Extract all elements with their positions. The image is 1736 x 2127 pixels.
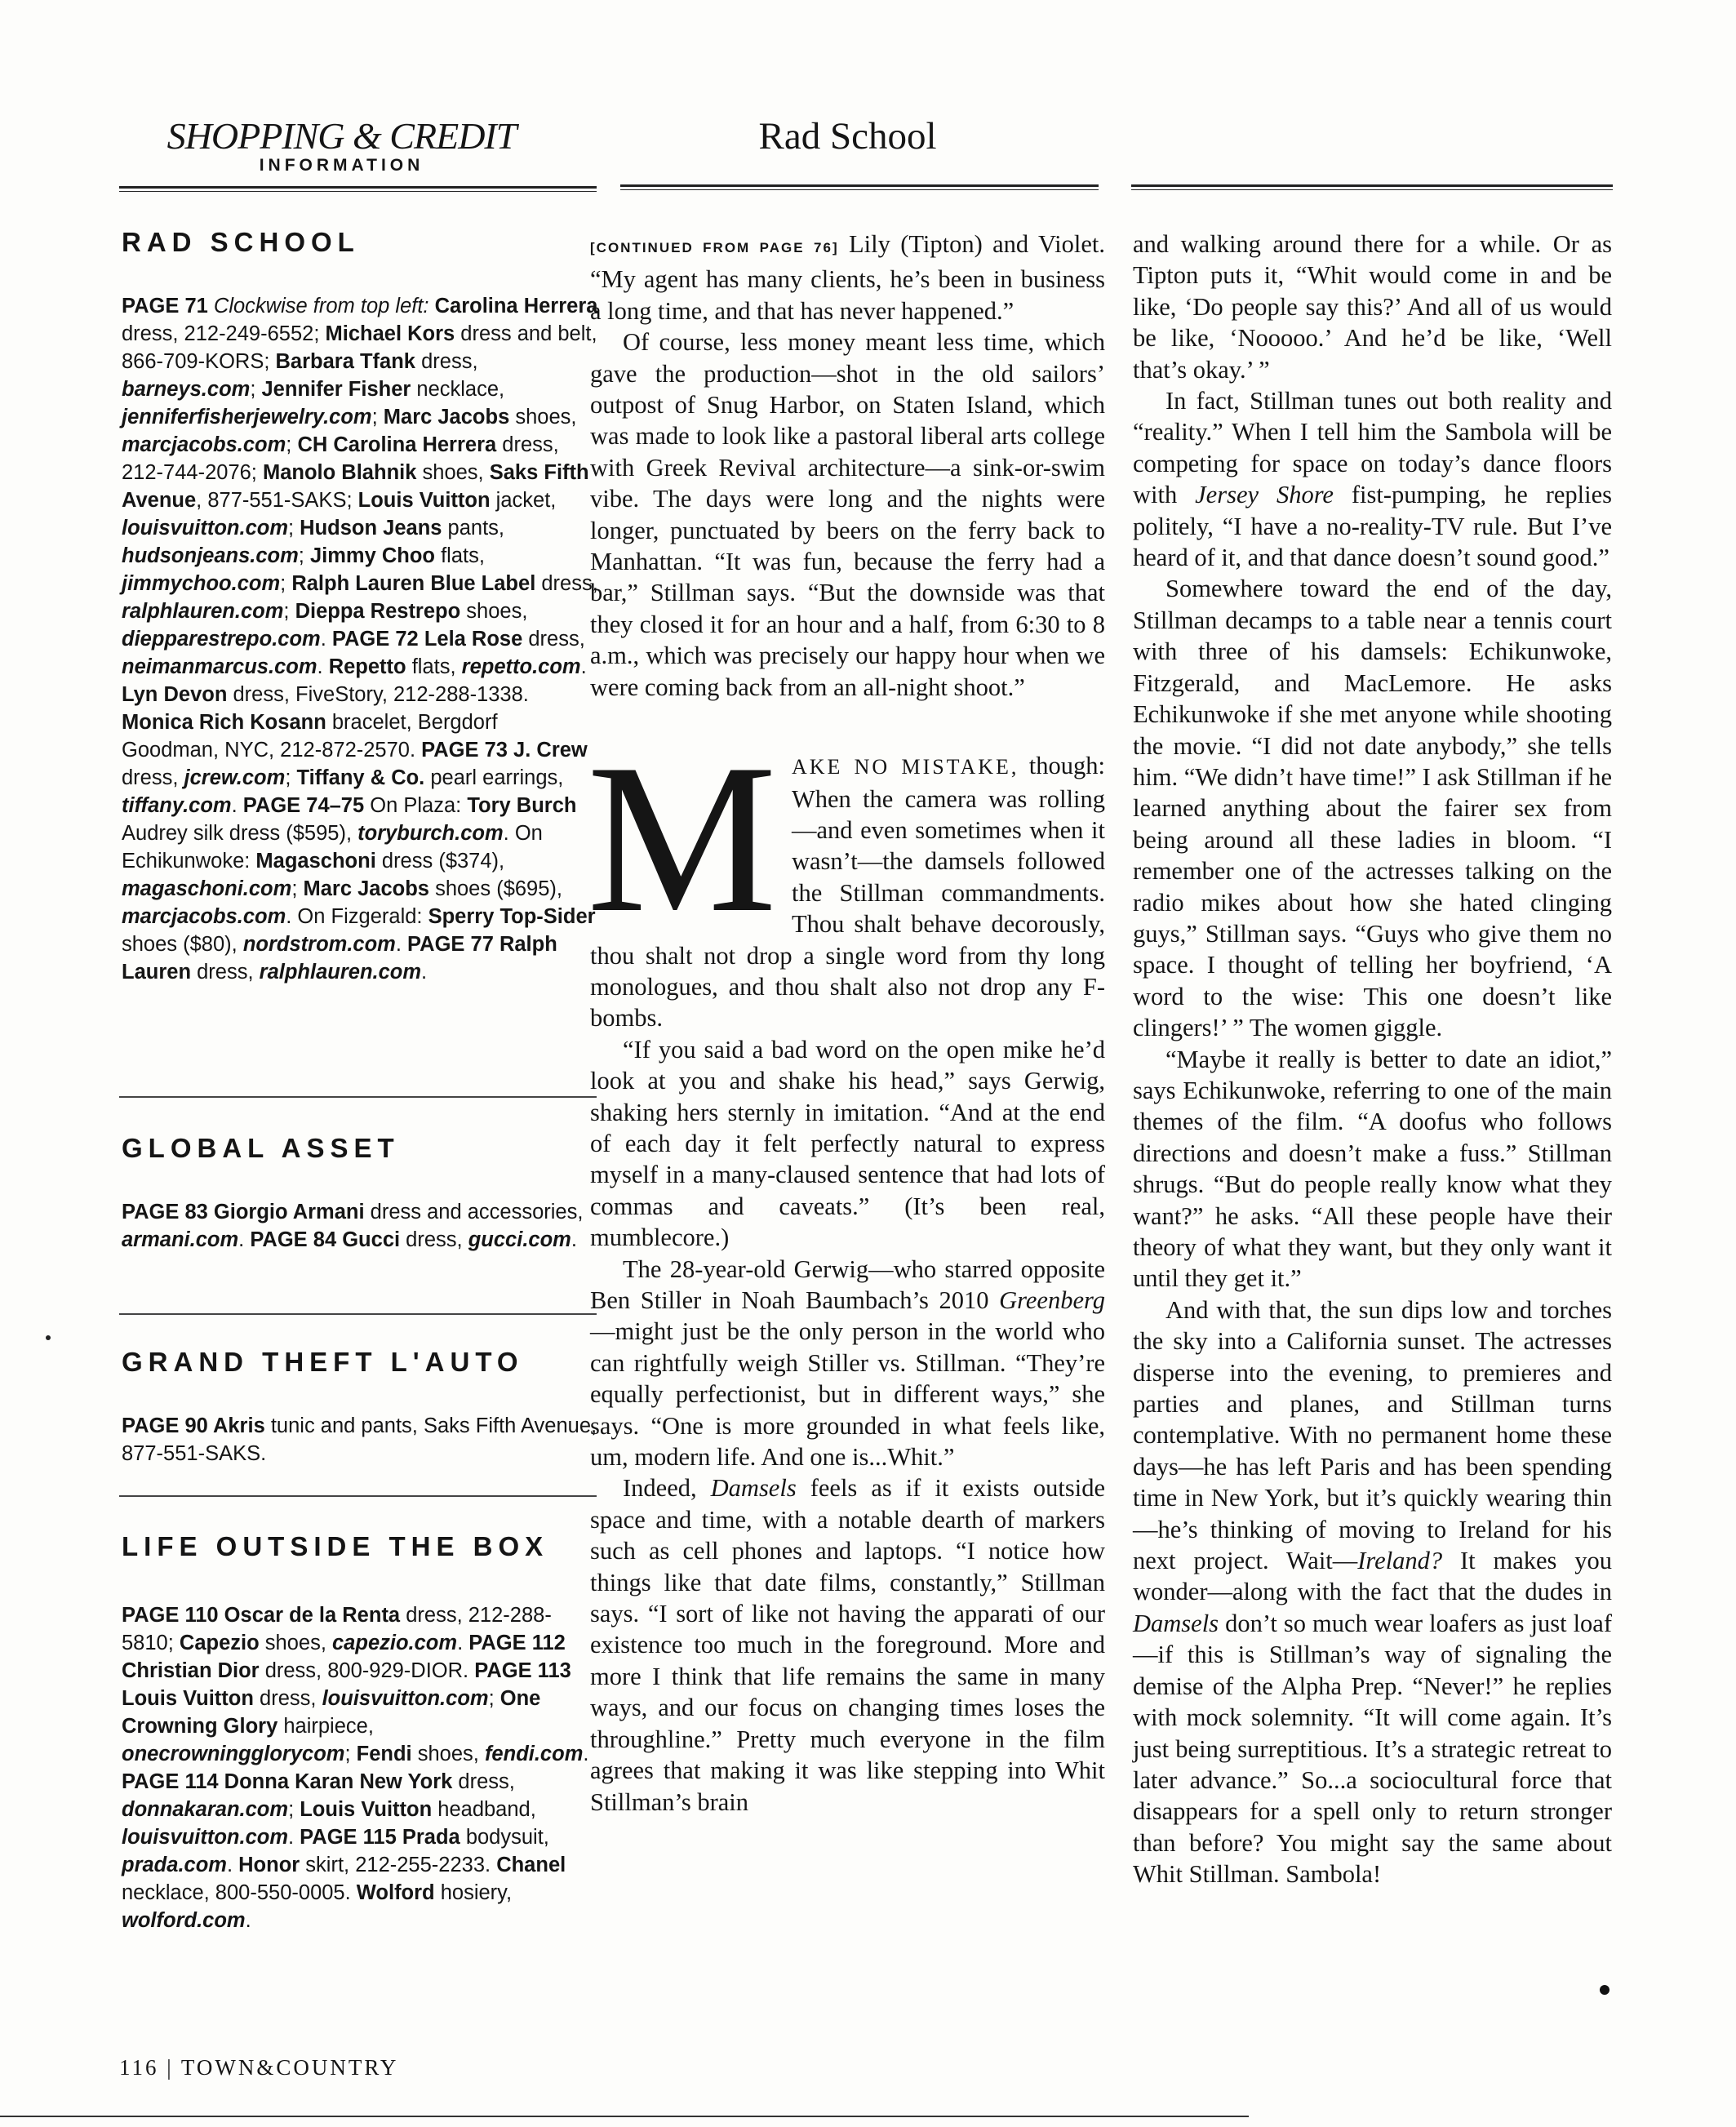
credits-header-rule xyxy=(119,186,597,192)
text-run: Louis Vuitton xyxy=(357,489,491,512)
text-run: barneys.com xyxy=(122,378,251,401)
text-run: PAGE 113 Louis Vuitton xyxy=(122,1659,571,1710)
text-run: In fact, Stillman tunes out both reality and “reality.” When I tell him the Sambola will be competing for space on today’s dance floors with xyxy=(1133,387,1612,509)
text-run: tunic and pants, Saks Fifth Avenue, 877-551-SAKS. xyxy=(122,1414,597,1465)
text-run: prada.com xyxy=(122,1854,227,1876)
end-mark-bullet xyxy=(1600,1985,1609,1995)
text-run: dress, xyxy=(253,1687,322,1710)
footer-separator: | xyxy=(166,2055,174,2080)
text-run: dress and accessories, xyxy=(364,1201,584,1223)
text-run: feels as if it exists outside space and time, with a notable dearth of markers such as cell phones and laptops. “I notice how things like that date films, constantly,” Stillman says. “I sort of like not having the apparati of our existence too much in the foreground. More and more I think that life remains the same in many ways, and our focus on changing times loses the throughline.” Pretty much everyone in the film agrees that making it was like stepping into Whit Stillman’s brain xyxy=(590,1474,1106,1816)
text-run: Audrey silk dress ($595), xyxy=(122,822,358,845)
text-run: shoes, xyxy=(460,600,528,623)
section-heading-global-asset: GLOBAL ASSET xyxy=(122,1133,400,1163)
text-run: headband, xyxy=(432,1798,536,1821)
text-run: Fendi xyxy=(356,1743,412,1765)
text-run: ; xyxy=(286,433,298,456)
text-run: diepparestrepo.com xyxy=(122,628,321,651)
text-run: Carolina Herrera xyxy=(434,295,598,317)
text-run: PAGE 73 J. Crew xyxy=(421,739,588,762)
text-run: PAGE 74–75 xyxy=(242,794,365,817)
text-run: dress, 212-744-2076; xyxy=(122,433,559,484)
text-run: shoes ($695), xyxy=(428,877,562,900)
text-run: dress, xyxy=(452,1770,515,1793)
text-run: Barbara Tfank xyxy=(275,350,415,373)
text-run: repetto.com xyxy=(461,655,581,678)
text-run: bodysuit, xyxy=(460,1826,549,1849)
credits-header xyxy=(119,114,597,175)
text-run: necklace, xyxy=(411,378,505,401)
text-run: . xyxy=(317,655,329,678)
text-run: shoes ($80), xyxy=(122,933,243,956)
text-run: hudsonjeans.com xyxy=(122,544,299,567)
text-run: jacket, xyxy=(490,489,557,512)
text-run: jenniferfisherjewelry.com xyxy=(122,406,372,429)
text-run: flats, xyxy=(435,544,485,567)
text-run: The 28-year-old Gerwig—who starred opposite Ben Stiller in Noah Baumbach’s 2010 xyxy=(590,1254,1105,1314)
text-run: dress, xyxy=(415,350,478,373)
text-run: ralphlauren.com xyxy=(259,961,422,984)
text-run: . xyxy=(583,1743,589,1765)
section-heading-rad-school: RAD SCHOOL xyxy=(122,227,360,257)
text-run: Marc Jacobs xyxy=(303,877,429,900)
text-run: Jersey Shore xyxy=(1195,481,1334,509)
text-run: PAGE 114 Donna Karan New York xyxy=(122,1770,453,1793)
section-body-rad-school xyxy=(122,292,599,986)
text-run: . xyxy=(580,655,587,678)
text-run: Hudson Jeans xyxy=(300,517,442,540)
text-run: Dieppa Restrepo xyxy=(295,600,461,623)
text-run: dress, FiveStory, 212-288-1338. xyxy=(227,683,529,706)
text-run: dress, xyxy=(522,628,585,651)
text-run: marcjacobs.com xyxy=(122,433,286,456)
paragraph xyxy=(590,229,1105,326)
text-run: Magaschoni xyxy=(255,850,376,873)
text-run: . xyxy=(457,1632,469,1654)
text-run: pearl earrings, xyxy=(424,766,564,789)
text-run: Jennifer Fisher xyxy=(261,378,411,401)
text-run: Repetto xyxy=(328,655,406,678)
article-title-rule xyxy=(620,184,1099,190)
text-run: CH Carolina Herrera xyxy=(297,433,497,456)
text-run: Ralph Lauren Blue Label xyxy=(291,572,536,595)
text-run: Damsels xyxy=(710,1474,797,1503)
text-run: . xyxy=(226,1854,239,1876)
text-run: . xyxy=(231,794,243,817)
paragraph xyxy=(1133,229,1612,385)
text-run: marcjacobs.com xyxy=(122,905,286,928)
text-run: PAGE 83 Giorgio Armani xyxy=(122,1201,365,1223)
text-run: Clockwise from top left: xyxy=(213,295,435,317)
text-run: Tiffany & Co. xyxy=(296,766,425,789)
text-run: PAGE 112 Christian Dior xyxy=(122,1632,566,1682)
text-run: ; xyxy=(283,600,295,623)
text-run: And with that, the sun dips low and torches the sky into a California sunset. The actresses disperse into the evening, to premieres and parties and planes, and Stillman turns contemplative. With no permanent home these days—he has left Paris and has been spending time in New York, but it’s quickly wearing thin—he’s thinking of moving to Ireland for his next project. Wait— xyxy=(1133,1295,1612,1575)
text-run: louisvuitton.com xyxy=(122,517,288,540)
stray-dot xyxy=(46,1335,51,1340)
text-run: PAGE 84 Gucci xyxy=(250,1228,401,1251)
text-run: Lily (Tipton) and Violet. “My agent has many clients, he’s been in business a long time, and that has never happened.” xyxy=(590,230,1105,325)
text-run: PAGE 110 Oscar de la Renta xyxy=(122,1604,401,1627)
text-run: Michael Kors xyxy=(325,322,455,345)
page-edge-line xyxy=(0,2116,1249,2117)
text-run: . xyxy=(238,1228,251,1251)
text-run: Manolo Blahnik xyxy=(262,461,417,484)
text-run: Louis Vuitton xyxy=(300,1798,433,1821)
text-run: On Plaza: xyxy=(364,794,468,817)
text-run: Monica Rich Kosann xyxy=(122,711,326,734)
text-run: wolford.com xyxy=(122,1909,246,1932)
text-run: ralphlauren.com xyxy=(122,600,284,623)
text-run: PAGE 71 xyxy=(122,295,214,317)
text-run: dress and belt, 866-709-KORS; xyxy=(122,322,597,373)
credits-title: SHOPPING & CREDIT xyxy=(166,115,517,157)
text-run: shoes, xyxy=(509,406,577,429)
text-run: neimanmarcus.com xyxy=(122,655,317,678)
text-run: dress, xyxy=(535,572,598,595)
text-run: magaschoni.com xyxy=(122,877,292,900)
text-run: though: When the camera was rolling—and even sometimes when it wasn’t—the damsels followed the Stillman commandments. Thou shalt behave decorously, thou shalt not drop a single word from thy long monologues, and thou shalt also not drop any F-bombs. xyxy=(590,752,1105,1032)
text-run: ; xyxy=(250,378,262,401)
text-run: dress, 212-249-6552; xyxy=(122,322,326,345)
text-run: PAGE 115 Prada xyxy=(300,1826,460,1849)
text-run: Saks Fifth Avenue xyxy=(122,461,589,512)
text-run: Capezio xyxy=(179,1632,260,1654)
text-run: ; xyxy=(298,544,310,567)
text-run: Chanel xyxy=(496,1854,566,1876)
text-run: donnakaran.com xyxy=(122,1798,289,1821)
text-run: shoes, xyxy=(416,461,490,484)
text-run: shoes, xyxy=(259,1632,332,1654)
text-run: ; xyxy=(371,406,384,429)
text-run: . xyxy=(571,1228,577,1251)
paragraph xyxy=(590,326,1105,703)
text-run: —might just be the only person in the world who can rightfully weigh Stiller vs. Stillman. “They’re equally perfectionist, but in different ways,” she says. “One is more grounded in what feels like, um, modern life. And one is...Whit.” xyxy=(590,1317,1105,1472)
text-run: shoes, xyxy=(411,1743,485,1765)
text-run: jcrew.com xyxy=(184,766,286,789)
section-body-grand-theft xyxy=(122,1412,599,1468)
text-run: . On Echikunwoke: xyxy=(122,822,543,873)
article-column-2 xyxy=(1133,229,1612,1890)
section-divider xyxy=(119,1096,597,1098)
paragraph xyxy=(1133,1294,1612,1890)
text-run: gucci.com xyxy=(468,1228,571,1251)
text-run: Ireland? xyxy=(1357,1547,1443,1575)
text-run: louisvuitton.com xyxy=(122,1826,288,1849)
credits-subtitle: INFORMATION xyxy=(259,156,424,175)
text-run: nordstrom.com xyxy=(242,933,396,956)
text-run: dress, xyxy=(122,766,184,789)
article-column-1 xyxy=(587,229,1106,1818)
text-run: dress ($374), xyxy=(375,850,505,873)
text-run: necklace, 800-550-0005. xyxy=(122,1881,357,1904)
text-run: ; xyxy=(280,572,292,595)
text-run: Wolford xyxy=(356,1881,435,1904)
text-run: Honor xyxy=(238,1854,300,1876)
text-run: PAGE 77 Ralph Lauren xyxy=(122,933,557,984)
paragraph xyxy=(1133,573,1612,1043)
article-title-rule xyxy=(1131,184,1613,190)
text-run: bracelet, Bergdorf Goodman, NYC, 212-872-2570. xyxy=(122,711,498,762)
text-run: [CONTINUED FROM PAGE 76] xyxy=(590,240,839,255)
text-run: hosiery, xyxy=(434,1881,513,1904)
paragraph xyxy=(1133,1044,1612,1294)
text-run: pants, xyxy=(442,517,505,540)
text-run: Lyn Devon xyxy=(122,683,228,706)
text-run: ; xyxy=(291,877,304,900)
section-body-life-outside-the-box xyxy=(122,1601,599,1934)
drop-cap: M xyxy=(587,720,777,957)
text-run: . xyxy=(245,1909,251,1932)
text-run: dress, xyxy=(400,1228,468,1251)
text-run: Tory Burch xyxy=(467,794,577,817)
text-run: don’t so much wear loafers as just loaf—if this is Stillman’s way of signaling the demise of the Alpha Prep. “Never!” he replies with mock solemnity. “It will come again. It’s just being surreptitious. It’s a strategic retreat to later advance.” So...a sociocultural force that disappears for a spell only to return stronger than before? You might say the same about Whit Stillman. Sambola! xyxy=(1133,1609,1612,1889)
text-run: Marc Jacobs xyxy=(383,406,510,429)
section-divider xyxy=(119,1495,597,1497)
section-heading-life-outside-the-box: LIFE OUTSIDE THE BOX xyxy=(122,1531,549,1561)
paragraph xyxy=(590,1472,1105,1817)
article-title: Rad School xyxy=(758,115,937,158)
paragraph xyxy=(590,1034,1105,1254)
text-run: One Crowning Glory xyxy=(122,1687,541,1738)
text-run: ; xyxy=(288,517,300,540)
text-run: Of course, less money meant less time, which gave the production—shot in the old sailors’ outpost of Snug Harbor, on Staten Island, which was made to look like a pastoral liberal arts college with Greek Revival architecture—a sink-or-swim vibe. The days were long and the nights were longer, punctuated by beers on the ferry back to Manhattan. “It was fun, because the ferry had a bar,” Stillman says. “But the downside was that they closed it for an hour and a half, from 6:30 to 8 a.m., which was precisely our happy hour when we were coming back from an all-night shoot.” xyxy=(590,328,1105,701)
text-run: . xyxy=(288,1826,300,1849)
text-run: “If you said a bad word on the open mike he’d look at you and shake his head,” says Gerwig, shaking hers sternly in imitation. “And at the end of each day it felt perfectly natural to express myself in a many-claused sentence that had lots of commas and caveats.” (It’s been real, mumblecore.) xyxy=(590,1035,1105,1252)
text-run: hairpiece, xyxy=(277,1715,374,1738)
text-run: Somewhere toward the end of the day, Stillman decamps to a table near a tennis court with three of his damsels: Echikunwoke, Fitzgerald, and MacLemore. He asks Echikunwoke if she met anyone while shooting the movie. “I did not date anybody,” she tells him. “We didn’t have time!” I ask Stillman if he learned anything about the fairer sex from being around all these ladies in bloom. “I remember one of the actresses talking on the radio mikes about how she hated clinging guys,” Stillman says. “Guys who give them no space. I thought of telling her boyfriend, ‘A word to the wise: This one doesn’t like clingers!’ ” The women giggle. xyxy=(1133,575,1612,1042)
text-run: . On Fizgerald: xyxy=(286,905,428,928)
text-run: ; xyxy=(344,1743,357,1765)
text-run: It makes you wonder—along with the fact that the dudes in xyxy=(1133,1547,1612,1606)
section-body-global-asset xyxy=(122,1198,599,1254)
text-run: skirt, 212-255-2233. xyxy=(300,1854,497,1876)
paragraph xyxy=(1133,385,1612,573)
text-run: fist-pumping, he replies politely, “I have a no-reality-TV rule. But I’ve heard of it, and that dance doesn’t sound good.” xyxy=(1133,481,1612,572)
text-run: Indeed, xyxy=(623,1474,711,1503)
paragraph xyxy=(590,1254,1105,1473)
text-run: Greenberg xyxy=(999,1286,1105,1314)
text-run: PAGE 72 Lela Rose xyxy=(331,628,523,651)
text-run: Damsels xyxy=(1133,1609,1219,1637)
text-run: and walking around there for a while. Or as Tipton puts it, “Whit would come in and be like, ‘Do people say this?’ And all of us would be like, ‘Nooooo.’ And he’d be like, ‘Well that’s okay.’ ” xyxy=(1133,230,1612,384)
page-number: 116 xyxy=(119,2055,159,2080)
text-run: toryburch.com xyxy=(357,822,504,845)
text-run: ; xyxy=(488,1687,500,1710)
text-run: , 877-551-SAKS; xyxy=(196,489,358,512)
text-run: Jimmy Choo xyxy=(309,544,435,567)
text-run: . xyxy=(395,933,408,956)
text-run: onecrowningglorycom xyxy=(122,1743,345,1765)
section-divider xyxy=(119,1313,597,1315)
magazine-name: TOWN&COUNTRY xyxy=(180,2055,399,2080)
text-run: ; xyxy=(285,766,297,789)
text-run: capezio.com xyxy=(332,1632,458,1654)
text-run: dress, xyxy=(191,961,260,984)
text-run: dress, 800-929-DIOR. xyxy=(259,1659,475,1682)
text-run: fendi.com xyxy=(484,1743,584,1765)
text-run: dress, 212-288-5810; xyxy=(122,1604,552,1654)
text-run: armani.com xyxy=(122,1228,239,1251)
text-run: jimmychoo.com xyxy=(122,572,281,595)
text-run: tiffany.com xyxy=(122,794,232,817)
section-heading-grand-theft: GRAND THEFT L'AUTO xyxy=(122,1347,524,1377)
text-run: Sperry Top-Sider xyxy=(428,905,596,928)
text-run: . xyxy=(320,628,332,651)
text-run: “Maybe it really is better to date an idiot,” says Echikunwoke, referring to one of the main themes of the film. “A doofus who follows directions and doesn’t make a fuss.” Stillman shrugs. “But do people really know what they want?” he asks. “All these people have their theory of what they want, but they only want it until they get it.” xyxy=(1133,1045,1612,1293)
text-run: flats, xyxy=(406,655,462,678)
text-run: ; xyxy=(288,1798,300,1821)
text-run: PAGE 90 Akris xyxy=(122,1414,265,1437)
text-run: . xyxy=(421,961,428,984)
text-run: AKE NO MISTAKE, xyxy=(791,755,1019,779)
text-run: louisvuitton.com xyxy=(322,1687,489,1710)
page-footer xyxy=(119,2055,398,2080)
